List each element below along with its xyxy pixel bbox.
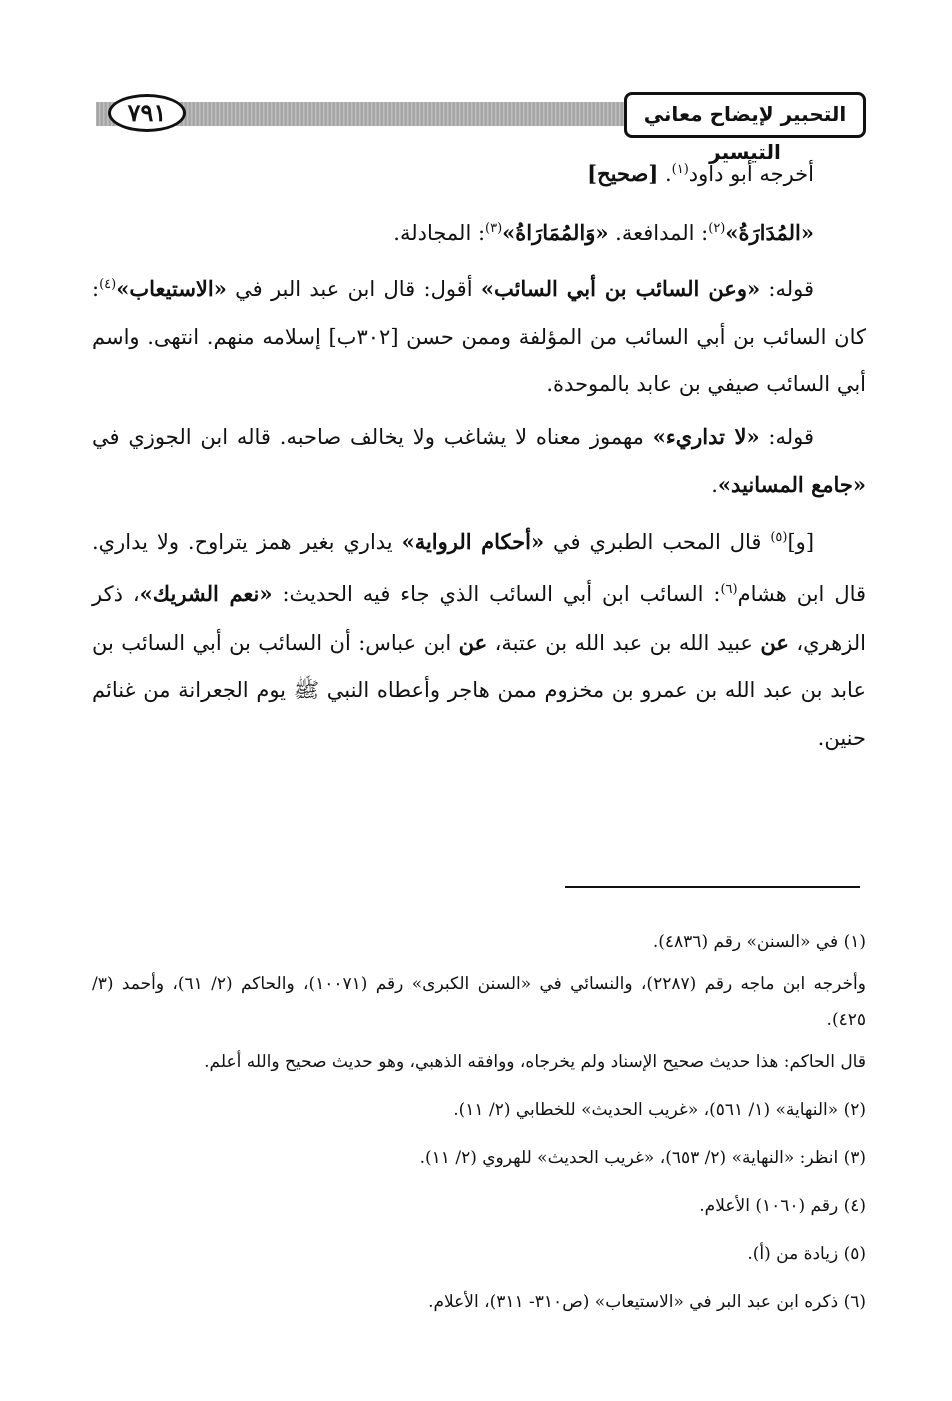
footnote-1: (١) في «السنن» رقم (٤٨٣٦). [652,932,866,952]
page-number: ٧٩١ [108,94,186,132]
page-header [96,92,866,164]
footnote-2: (٢) «النهاية» (١/ ٥٦١)، «غريب الحديث» للخطابي (٢/ ١١). [453,1100,866,1120]
footnote-5: (٥) زيادة من (أ). [747,1244,866,1264]
footnotes [92,918,866,1326]
footnote-ref: (١) [671,162,689,177]
footnote-1-continued: وأخرجه ابن ماجه رقم (٢٢٨٧)، والنسائي في «السنن الكبرى» رقم (١٠٠٧١)، والحاكم (٢/ ٦١)، وأحمد (٣/ ٤٢٥). [92,974,866,1030]
text-line-definitions: «المُدَارَةُ»$^{(٢)}$: المدافعة. «وَالمُمَارَاةُ»$^{(٣)}$: المجادلة. [393,219,814,245]
footnote-1-hakim: قال الحاكم: هذا حديث صحيح الإسناد ولم يخرجاه، ووافقه الذهبي، وهو حديث صحيح والله أعلم. [204,1052,866,1072]
text-line-hadith-source: أخرجه أبو داود$^{(١)}$. [صحيح] [587,161,814,186]
footnote-ref: (٥) [770,529,788,545]
footnote-divider [565,886,860,888]
grade-label: [صحيح] [587,161,659,186]
footnote-6: (٦) ذكره ابن عبد البر في «الاستيعاب» (ص٣١٠- ٣١١)، الأعلام. [428,1292,866,1312]
footnote-ref: (٤) [99,277,117,292]
footnote-3: (٣) انظر: «النهاية» (٢/ ٦٥٣)، «غريب الحديث» للهروي (٢/ ١١). [419,1148,866,1168]
footnote-ref: (٢) [708,220,726,236]
paragraph-saib: قوله: «وعن السائب بن أبي السائب» أقول: قال ابن عبد البر في «الاستيعاب»$^{(٤)}$: كان السائب بن أبي السائب من المؤلفة وممن حسن [٣٠٢ب] إسلامه منهم. انتهى. واسم أبي السائب صيفي بن عابد بالموحدة. [92,276,866,396]
paragraph-la-tudari: قوله: «لا تداريء» مهموز معناه لا يشاغب ولا يخالف صاحبه. قاله ابن الجوزي في «جامع المسانيد». [92,423,866,497]
footnote-ref: (٦) [720,582,738,597]
main-text [92,146,866,762]
paragraph-tabari: [و]$^{(٥)}$ قال المحب الطبري في «أحكام الرواية» يداري بغير همز يتراوح. ولا يداري. قال ابن هشام$^{(٦)}$: السائب ابن أبي السائب الذي جاء فيه الحديث: «نعم الشريك»، ذكر الزهري، عن عبيد الله بن عبد الله بن عتبة، عن ابن عباس: أن السائب بن أبي السائب بن عابد بن عبد الله بن عمرو بن مخزوم ممن هاجر وأعطاه النبي ﷺ يوم الجعرانة من غنائم حنين. [92,528,867,750]
book-title: التحبير لإيضاح معاني التيسير [624,92,866,138]
footnote-4: (٤) رقم (١٠٦٠) الأعلام. [699,1196,866,1216]
footnote-ref: (٣) [485,220,503,236]
